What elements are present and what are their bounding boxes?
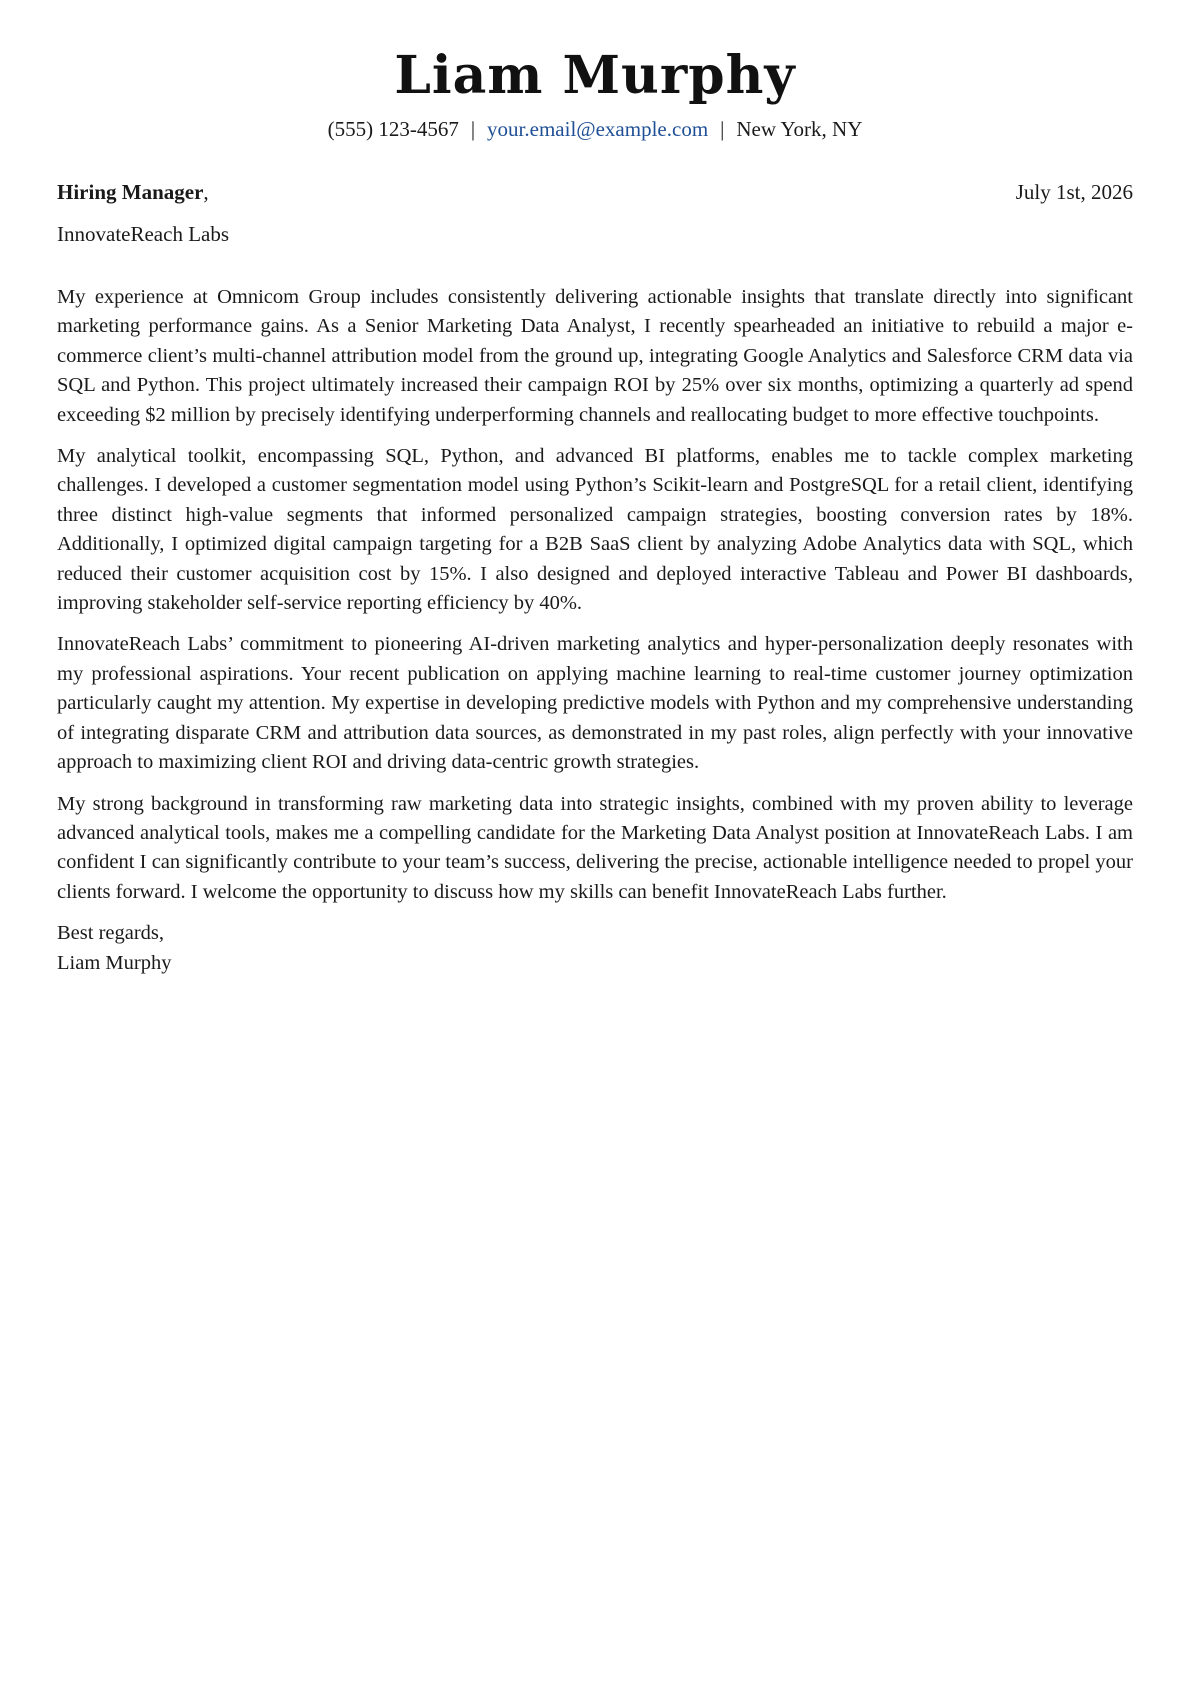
contact-separator: | (720, 117, 725, 141)
body-paragraph-4: My strong background in transforming raw marketing data into strategic insights, combined with my proven ability to leverage advanced analytical tools, makes me a compelling candidate for the Marketing Data Analyst position at InnovateReach Labs. I am confident I can significantly contribute to your team’s success, delivering the precise, actionable intelligence needed to propel your clients forward. I welcome the opportunity to discuss how my skills can benefit InnovateReach Labs further. (57, 792, 1133, 903)
letter-body (57, 283, 1133, 978)
applicant-name: Liam Murphy (394, 45, 796, 106)
closing-block (57, 919, 1133, 978)
contact-separator: | (470, 117, 476, 141)
body-paragraph-1: My experience at Omnicom Group includes consistently delivering actionable insights that translate directly into significant marketing performance gains. As a Senior Marketing Data Analyst, I recently spearheaded an initiative to rebuild a major e-commerce client’s multi-channel attribution model from the ground up, integrating Google Analytics and Salesforce CRM data via SQL and Python. This project ultimately increased their campaign ROI by 25% over six months, optimizing a quarterly ad spend exceeding $2 million by precisely identifying underperforming channels and reallocating budget to more effective touchpoints. (57, 286, 1133, 426)
body-paragraph-2: My analytical toolkit, encompassing SQL, Python, and advanced BI platforms, enables me to tackle complex marketing challenges. I developed a customer segmentation model using Python’s Scikit-learn and PostgreSQL for a retail client, identifying three distinct high-value segments that informed personalized campaign strategies, boosting conversion rates by 18%. Additionally, I optimized digital campaign targeting for a B2B SaaS client by analyzing Adobe Analytics data with SQL, which reduced their customer acquisition cost by 15%. I also designed and deployed interactive Tableau and Power BI dashboards, improving stakeholder self-service reporting efficiency by 40%. (57, 445, 1133, 615)
recipient-title-text: Hiring Manager (57, 180, 204, 204)
phone-number: (555) 123-4567 (327, 117, 459, 141)
body-paragraph-3: InnovateReach Labs’ commitment to pioneering AI-driven marketing analytics and hyper-personalization deeply resonates with my professional aspirations. Your recent publication on applying machine learning to real-time customer journey optimization particularly caught my attention. My expertise in developing predictive models with Python and my comprehensive understanding of integrating disparate CRM and attribution data sources, as demonstrated in my past roles, align perfectly with your innovative approach to maximizing client ROI and driving data-centric growth strategies. (57, 633, 1133, 774)
email-link[interactable]: your.email@example.com (487, 117, 709, 141)
signature-name: Liam Murphy (57, 951, 172, 974)
recipient-company: InnovateReach Labs (57, 222, 230, 246)
sign-off: Best regards, (57, 922, 165, 945)
salutation-row (57, 177, 1133, 207)
recipient-title (57, 177, 209, 207)
recipient-comma: , (203, 180, 209, 204)
letter-date: July 1st, 2026 (1015, 180, 1133, 204)
location: New York, NY (736, 117, 863, 141)
contact-line (57, 114, 1133, 144)
